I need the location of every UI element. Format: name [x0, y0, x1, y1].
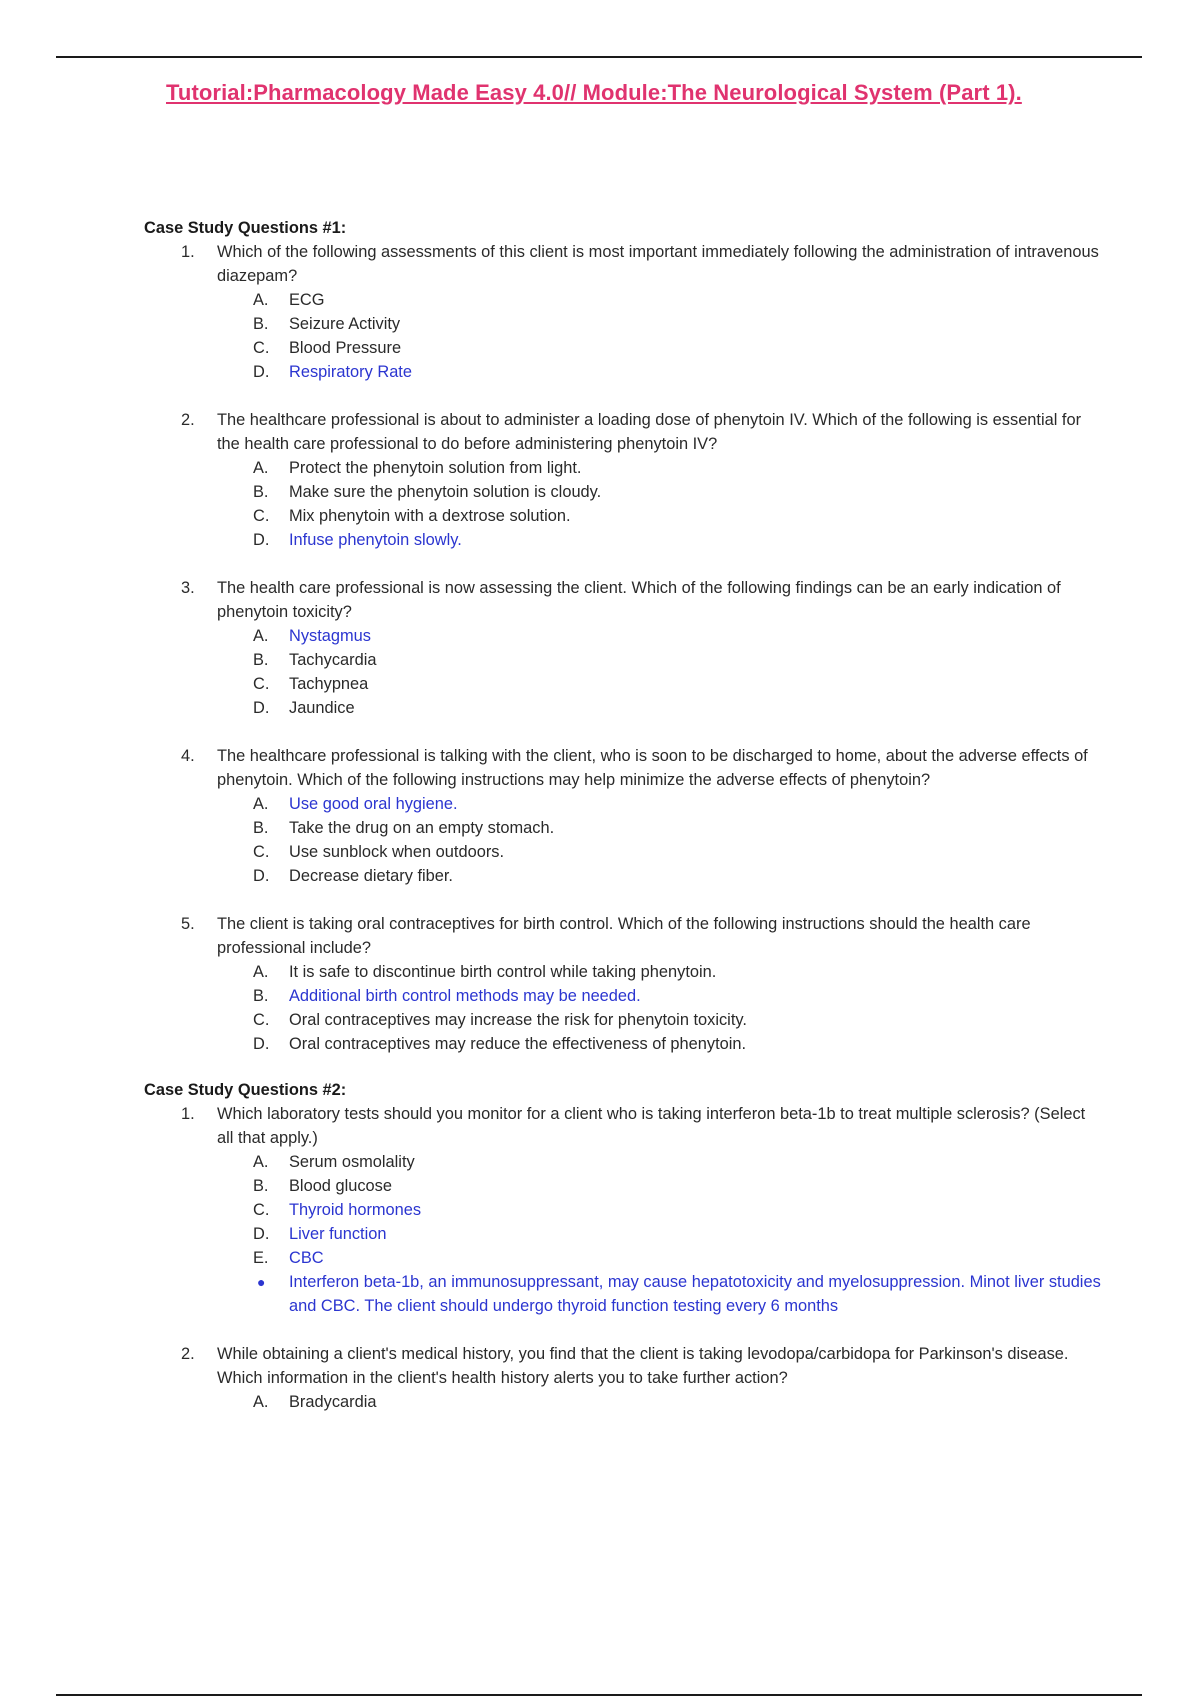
correct-answer-option: [217, 1222, 1104, 1246]
question-number: 5.: [181, 915, 195, 933]
question-number: 1.: [181, 243, 195, 261]
option-letter: A.: [253, 627, 269, 645]
option-list: [217, 288, 1104, 384]
section-heading: Case Study Questions #1:: [144, 219, 347, 237]
option-text: Jaundice: [289, 699, 355, 717]
option-list: [217, 1150, 1104, 1318]
option-list: [217, 792, 1104, 888]
question-item: [144, 1102, 1104, 1318]
correct-answer-option: [217, 528, 1104, 552]
question-text: The healthcare professional is about to administer a loading dose of phenytoin IV. Which of the following is essential for the health care professional to do before administering phenytoin IV?: [217, 411, 1082, 453]
bottom-rule: [56, 1694, 1142, 1696]
option-letter: B.: [253, 315, 269, 333]
correct-answer-option: [217, 792, 1104, 816]
question-number: 2.: [181, 1345, 195, 1363]
correct-answer-option: [217, 1246, 1104, 1270]
question-text: While obtaining a client's medical history, you find that the client is taking levodopa/carbidopa for Parkinson's disease. Which information in the client's health history alerts you to take further action?: [217, 1345, 1069, 1387]
option-letter: A.: [253, 1393, 269, 1411]
document-body: [144, 216, 1104, 1414]
option-text: Take the drug on an empty stomach.: [289, 819, 555, 837]
option-letter: A.: [253, 1153, 269, 1171]
option-list: [217, 624, 1104, 720]
option-text: Liver function: [289, 1225, 387, 1243]
option-item: [217, 864, 1104, 888]
option-letter: B.: [253, 1177, 269, 1195]
option-item: [217, 504, 1104, 528]
option-text: Mix phenytoin with a dextrose solution.: [289, 507, 571, 525]
option-item: [217, 456, 1104, 480]
option-item: [217, 1008, 1104, 1032]
option-letter: C.: [253, 507, 270, 525]
option-text: Use sunblock when outdoors.: [289, 843, 505, 861]
question-text: Which of the following assessments of this client is most important immediately following the administration of intravenous diazepam?: [217, 243, 1099, 285]
explanation-text: Interferon beta-1b, an immunosuppressant, may cause hepatotoxicity and myelosuppression. Minot liver studies and CBC. The client should undergo thyroid function testing every 6 months: [289, 1273, 1101, 1315]
question-item: [144, 1342, 1104, 1414]
option-letter: D.: [253, 1225, 270, 1243]
option-item: [217, 312, 1104, 336]
option-letter: D.: [253, 867, 270, 885]
section-heading: Case Study Questions #2:: [144, 1081, 347, 1099]
option-letter: A.: [253, 963, 269, 981]
question-number: 1.: [181, 1105, 195, 1123]
document-title: Tutorial:Pharmacology Made Easy 4.0// Module:The Neurological System (Part 1).: [166, 80, 1022, 105]
option-letter: D.: [253, 363, 270, 381]
question-text: Which laboratory tests should you monitor for a client who is taking interferon beta-1b to treat multiple sclerosis? (Select all that apply.): [217, 1105, 1086, 1147]
option-text: Thyroid hormones: [289, 1201, 422, 1219]
option-letter: C.: [253, 1201, 270, 1219]
option-text: Blood glucose: [289, 1177, 392, 1195]
question-item: [144, 408, 1104, 552]
option-letter: A.: [253, 291, 269, 309]
option-text: Additional birth control methods may be needed.: [289, 987, 641, 1005]
option-item: [217, 672, 1104, 696]
option-item: [217, 960, 1104, 984]
option-letter: D.: [253, 699, 270, 717]
question-item: [144, 576, 1104, 720]
option-item: [217, 288, 1104, 312]
correct-answer-option: [217, 1198, 1104, 1222]
question-text: The health care professional is now assessing the client. Which of the following findings can be an early indication of phenytoin toxicity?: [217, 579, 1061, 621]
option-item: [217, 648, 1104, 672]
question-list: [144, 1102, 1104, 1414]
correct-answer-option: [217, 360, 1104, 384]
top-rule: [56, 56, 1142, 58]
option-letter: B.: [253, 987, 269, 1005]
option-letter: B.: [253, 819, 269, 837]
option-letter: B.: [253, 651, 269, 669]
option-text: Decrease dietary fiber.: [289, 867, 453, 885]
option-item: [217, 840, 1104, 864]
option-item: [217, 1032, 1104, 1056]
question-text: The client is taking oral contraceptives for birth control. Which of the following instructions should the health care professional include?: [217, 915, 1031, 957]
question-list: [144, 240, 1104, 1056]
option-letter: C.: [253, 1011, 270, 1029]
correct-answer-option: [217, 624, 1104, 648]
option-text: Tachycardia: [289, 651, 377, 669]
option-letter: A.: [253, 795, 269, 813]
option-text: Seizure Activity: [289, 315, 401, 333]
correct-answer-option: [217, 984, 1104, 1008]
question-item: [144, 240, 1104, 384]
option-letter: C.: [253, 339, 270, 357]
question-number: 4.: [181, 747, 195, 765]
option-text: It is safe to discontinue birth control while taking phenytoin.: [289, 963, 717, 981]
option-text: Protect the phenytoin solution from light.: [289, 459, 582, 477]
option-text: Respiratory Rate: [289, 363, 412, 381]
option-text: Blood Pressure: [289, 339, 402, 357]
question-item: [144, 912, 1104, 1056]
answer-explanation: [217, 1270, 1104, 1318]
option-text: CBC: [289, 1249, 324, 1267]
option-item: [217, 336, 1104, 360]
option-item: [217, 816, 1104, 840]
option-text: Use good oral hygiene.: [289, 795, 458, 813]
option-item: [217, 696, 1104, 720]
option-item: [217, 1150, 1104, 1174]
option-item: [217, 1174, 1104, 1198]
option-letter: C.: [253, 843, 270, 861]
option-letter: E.: [253, 1249, 269, 1267]
option-letter: D.: [253, 1035, 270, 1053]
option-text: Infuse phenytoin slowly.: [289, 531, 462, 549]
question-number: 3.: [181, 579, 195, 597]
option-list: [217, 456, 1104, 552]
option-item: [217, 1390, 1104, 1414]
option-letter: D.: [253, 531, 270, 549]
option-text: Make sure the phenytoin solution is cloudy.: [289, 483, 602, 501]
option-text: Tachypnea: [289, 675, 369, 693]
option-list: [217, 1390, 1104, 1414]
option-text: ECG: [289, 291, 325, 309]
option-letter: A.: [253, 459, 269, 477]
question-item: [144, 744, 1104, 888]
option-text: Serum osmolality: [289, 1153, 415, 1171]
option-text: Oral contraceptives may reduce the effectiveness of phenytoin.: [289, 1035, 747, 1053]
option-text: Nystagmus: [289, 627, 371, 645]
option-letter: B.: [253, 483, 269, 501]
bullet-icon: ●: [257, 1274, 266, 1290]
option-text: Bradycardia: [289, 1393, 377, 1411]
option-list: [217, 960, 1104, 1056]
option-item: [217, 480, 1104, 504]
question-text: The healthcare professional is talking with the client, who is soon to be discharged to home, about the adverse effects of phenytoin. Which of the following instructions may help minimize the adverse effects of phenytoin?: [217, 747, 1088, 789]
question-number: 2.: [181, 411, 195, 429]
option-letter: C.: [253, 675, 270, 693]
option-text: Oral contraceptives may increase the risk for phenytoin toxicity.: [289, 1011, 747, 1029]
